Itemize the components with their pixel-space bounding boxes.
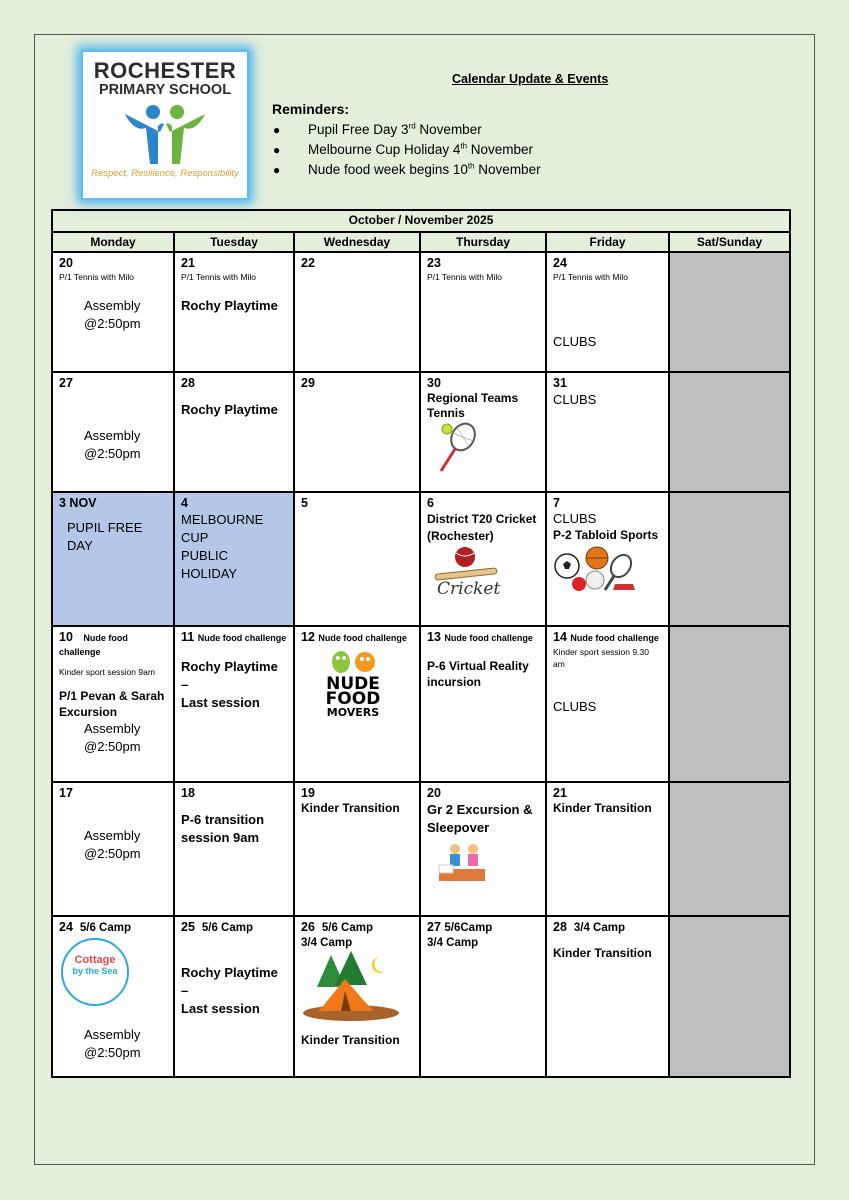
event-note: P/1 Tennis with Milo xyxy=(59,272,134,282)
week-row xyxy=(52,782,790,916)
day-number: 24 xyxy=(59,920,73,934)
day-cell xyxy=(52,492,174,626)
event-label: incursion xyxy=(427,675,482,689)
event-label: Kinder Transition xyxy=(553,946,652,960)
event-label: P-2 Tabloid Sports xyxy=(553,528,659,542)
logo-text: NUDE xyxy=(326,674,380,694)
day-number: 30 xyxy=(427,376,441,390)
day-number: 5 xyxy=(301,496,308,510)
day-number: 26 xyxy=(301,920,315,934)
event-label: P-6 Virtual Reality xyxy=(427,659,529,673)
event-tag: 3/4 Camp xyxy=(573,922,625,934)
day-number: 27 xyxy=(59,376,73,390)
assembly-time: @2:50pm xyxy=(84,1045,141,1060)
day-cell xyxy=(546,626,669,782)
event-tag: challenge xyxy=(59,647,101,657)
event-label: CLUBS xyxy=(553,511,597,526)
cricket-text: Cricket xyxy=(437,579,501,599)
event-label: CLUBS xyxy=(553,392,597,407)
day-cell xyxy=(420,252,546,372)
event-label: PUBLIC HOLIDAY xyxy=(181,548,238,581)
day-number: 28 xyxy=(181,376,195,390)
event-label: Rochy Playtime xyxy=(181,298,278,313)
event-label: Kinder Transition xyxy=(553,801,652,815)
week-row xyxy=(52,372,790,492)
day-cell xyxy=(52,252,174,372)
day-number: 20 xyxy=(427,786,441,800)
weekend-cell xyxy=(669,916,790,1077)
event-label: Rochy Playtime xyxy=(181,402,278,417)
day-cell xyxy=(546,492,669,626)
day-cell xyxy=(294,626,420,782)
event-label: Last session xyxy=(181,695,260,710)
event-label: Rochy Playtime – xyxy=(181,659,278,692)
day-cell xyxy=(420,916,546,1077)
event-tag: Nude food challenge xyxy=(197,633,287,643)
event-label: MELBOURNE CUP xyxy=(181,512,264,545)
header-monday: Monday xyxy=(52,232,174,252)
week-row xyxy=(52,492,790,626)
day-cell xyxy=(174,372,294,492)
day-number: 13 xyxy=(427,630,441,644)
assembly-label: Assembly xyxy=(84,721,141,736)
event-tag: 5/6 Camp xyxy=(79,922,131,934)
two-figures-icon xyxy=(120,102,210,166)
day-number: 14 xyxy=(553,630,567,644)
day-number: 29 xyxy=(301,376,315,390)
assembly-time: @2:50pm xyxy=(84,446,141,461)
nude-food-movers-logo xyxy=(321,646,385,719)
weekend-cell xyxy=(669,626,790,782)
day-cell xyxy=(294,252,420,372)
event-label: P/1 Pevan & Sarah xyxy=(59,689,165,703)
day-number: 19 xyxy=(301,786,315,800)
event-note: P/1 Tennis with Milo xyxy=(427,272,502,282)
cricket-icon xyxy=(431,545,501,601)
day-number: 18 xyxy=(181,786,195,800)
day-cell xyxy=(546,916,669,1077)
day-cell xyxy=(52,626,174,782)
tennis-racket-icon xyxy=(433,421,483,473)
day-cell xyxy=(52,916,174,1077)
day-cell xyxy=(174,916,294,1077)
event-label: Kinder Transition xyxy=(301,801,400,815)
day-cell xyxy=(174,492,294,626)
header-weekend: Sat/Sunday xyxy=(669,232,790,252)
event-tag: Nude food challenge xyxy=(444,633,533,643)
day-cell xyxy=(174,782,294,916)
day-number: 28 xyxy=(553,920,567,934)
logo-line1: ROCHESTER xyxy=(93,58,237,83)
event-label: Rochy Playtime – xyxy=(181,965,278,998)
day-number: 27 xyxy=(427,920,441,934)
day-number: 23 xyxy=(427,256,441,270)
logo-text: Cottage xyxy=(74,954,116,966)
day-number: 17 xyxy=(59,786,73,800)
assembly-label: Assembly xyxy=(84,298,141,313)
day-cell xyxy=(294,782,420,916)
event-label: Regional Teams xyxy=(427,391,519,405)
assembly-time: @2:50pm xyxy=(84,846,141,861)
week-row xyxy=(52,252,790,372)
event-label: Tennis xyxy=(427,406,465,420)
school-logo xyxy=(81,50,249,200)
day-cell xyxy=(294,492,420,626)
weekend-cell xyxy=(669,372,790,492)
logo-text: by the Sea xyxy=(72,966,118,976)
event-label: Excursion xyxy=(59,705,118,719)
day-number: 10 xyxy=(59,630,73,644)
calendar-title: October / November 2025 xyxy=(52,210,790,232)
event-tag: 5/6 Camp xyxy=(201,922,253,934)
header-wednesday: Wednesday xyxy=(294,232,420,252)
weekend-cell xyxy=(669,252,790,372)
event-tag: Nude food challenge xyxy=(318,633,407,643)
reminder-item: ● Melbourne Cup Holiday 4th November xyxy=(273,141,534,157)
assembly-label: Assembly xyxy=(84,1027,141,1042)
event-note: am xyxy=(553,659,565,669)
day-cell xyxy=(294,916,420,1077)
day-cell xyxy=(420,626,546,782)
event-note: P/1 Tennis with Milo xyxy=(553,272,628,282)
event-tag: 3/4 Camp xyxy=(427,937,479,949)
event-tag: 3/4 Camp xyxy=(301,937,353,949)
day-cell xyxy=(546,782,669,916)
event-label: session 9am xyxy=(181,830,260,845)
header-thursday: Thursday xyxy=(420,232,546,252)
event-label: Gr 2 Excursion & xyxy=(427,802,533,817)
event-label: P-6 transition xyxy=(181,812,265,827)
day-number: 24 xyxy=(553,256,567,270)
day-number: 3 NOV xyxy=(59,496,97,510)
event-label: District T20 Cricket xyxy=(427,512,537,526)
fruit-characters-icon xyxy=(323,646,383,674)
day-number: 21 xyxy=(181,256,195,270)
event-label: (Rochester) xyxy=(427,529,494,543)
event-tag: Nude food challenge xyxy=(570,633,659,643)
event-label: Sleepover xyxy=(427,820,490,835)
day-cell xyxy=(420,782,546,916)
sleepover-icon xyxy=(435,841,491,885)
logo-text: FOOD xyxy=(325,689,381,709)
event-label: PUPIL FREE DAY xyxy=(67,520,143,553)
assembly-label: Assembly xyxy=(84,428,141,443)
day-cell xyxy=(420,492,546,626)
event-note: P/1 Tennis with Milo xyxy=(181,272,256,282)
event-tag: 5/6 Camp xyxy=(321,922,373,934)
week-row xyxy=(52,916,790,1077)
event-tag: 5/6Camp xyxy=(444,922,493,934)
logo-line2: PRIMARY SCHOOL xyxy=(98,82,232,98)
day-cell xyxy=(52,372,174,492)
week-row xyxy=(52,626,790,782)
camp-tent-icon xyxy=(301,951,401,1023)
cottage-by-the-sea-logo xyxy=(61,938,129,1006)
day-number: 4 xyxy=(181,496,188,510)
event-note: Kinder sport session 9am xyxy=(59,667,155,677)
day-cell xyxy=(420,372,546,492)
day-number: 21 xyxy=(553,786,567,800)
day-number: 11 xyxy=(181,630,195,644)
event-tag: Nude food xyxy=(83,633,128,643)
assembly-time: @2:50pm xyxy=(84,739,141,754)
weekend-cell xyxy=(669,782,790,916)
header-friday: Friday xyxy=(546,232,669,252)
reminders-title: Reminders: xyxy=(272,101,350,117)
event-label: CLUBS xyxy=(553,334,597,349)
assembly-time: @2:50pm xyxy=(84,316,141,331)
event-label: CLUBS xyxy=(553,699,597,714)
day-cell xyxy=(294,372,420,492)
logo-motto: Respect, Resilience, Responsibility xyxy=(91,168,239,179)
day-number: 20 xyxy=(59,256,73,270)
day-cell xyxy=(174,626,294,782)
day-cell xyxy=(52,782,174,916)
day-cell xyxy=(546,372,669,492)
event-note: Kinder sport session 9.30 xyxy=(553,647,649,657)
reminder-item: ● Nude food week begins 10th November xyxy=(273,161,541,177)
weekend-cell xyxy=(669,492,790,626)
sports-balls-icon xyxy=(553,544,637,594)
reminders-list xyxy=(272,120,541,180)
header-tuesday: Tuesday xyxy=(174,232,294,252)
page-heading: Calendar Update & Events xyxy=(452,72,609,86)
logo-text: MOVERS xyxy=(326,706,380,719)
day-cell xyxy=(546,252,669,372)
day-number: 25 xyxy=(181,920,195,934)
assembly-label: Assembly xyxy=(84,828,141,843)
calendar-table xyxy=(51,209,791,1078)
reminder-item: ● Pupil Free Day 3rd November xyxy=(273,121,482,137)
day-number: 22 xyxy=(301,256,315,270)
day-cell xyxy=(174,252,294,372)
event-label: Last session xyxy=(181,1001,260,1016)
day-number: 7 xyxy=(553,496,560,510)
day-number: 31 xyxy=(553,376,567,390)
day-number: 12 xyxy=(301,630,315,644)
event-label: Kinder Transition xyxy=(301,1033,400,1047)
day-number: 6 xyxy=(427,496,434,510)
